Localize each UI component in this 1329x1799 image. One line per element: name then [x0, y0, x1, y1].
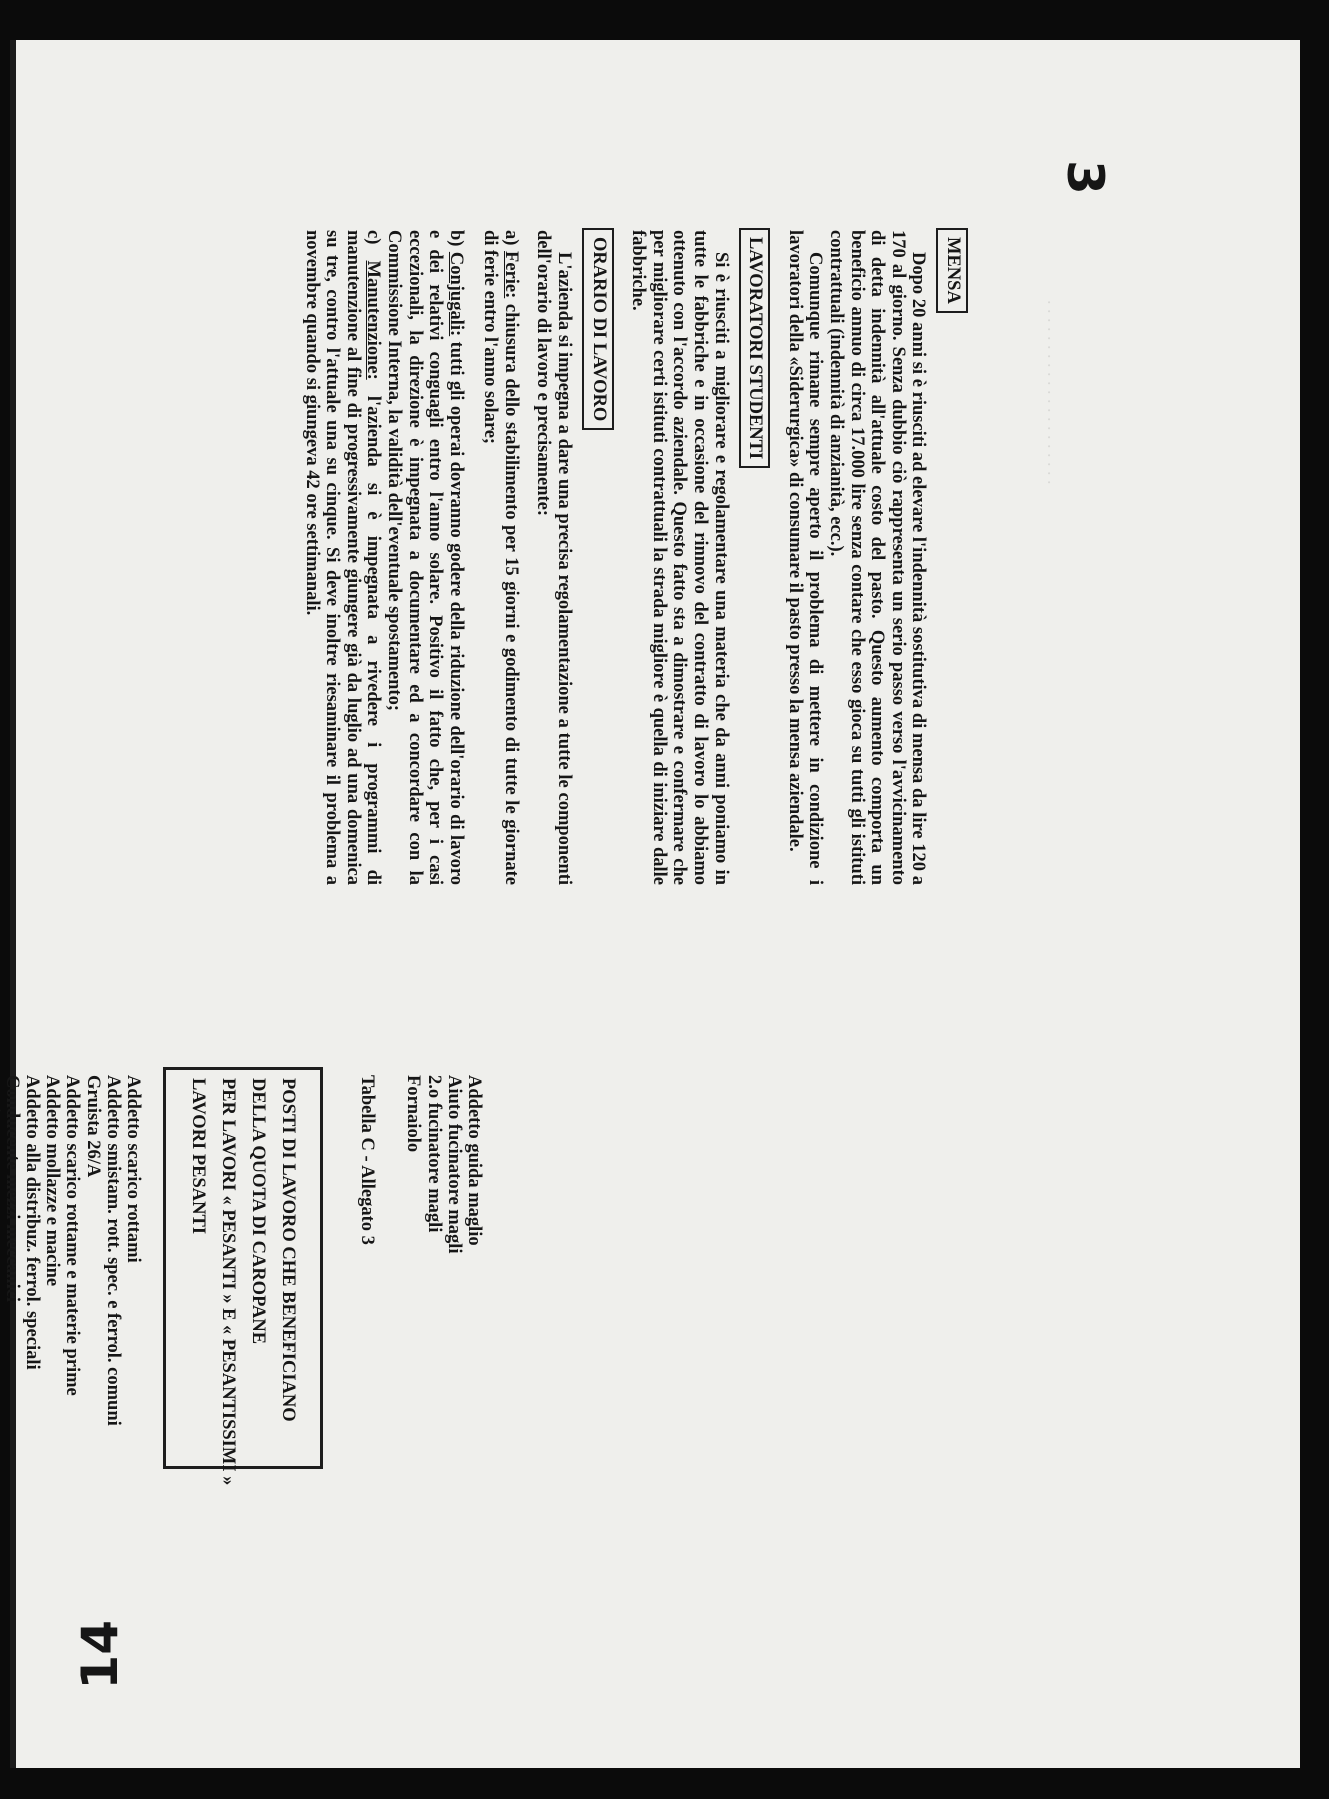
- category-box: [163, 1067, 323, 1486]
- jobs-list: [0, 1075, 143, 1635]
- list-item-manutenzione: [301, 230, 383, 885]
- studenti-paragraph: Si è riusciti a migliorare e regolamentare una materia che da anni poniamo in tutte le fabbriche e in occasione del rinnovo del contratto di lavoro lo abbiamo ottenuto con l'accordo aziendale. Questo fatto sta a dimostrare e confermare che per migliorare certi istituti contrattuali la strada migliore è quella di iniziare dalle fabbriche.: [628, 230, 731, 885]
- list-item: Addetto guida maglio: [464, 1075, 484, 1246]
- list-item-conjugali: [383, 230, 465, 885]
- top-job-list: [403, 1075, 484, 1635]
- box-line: LAVORI PESANTI: [187, 1078, 208, 1235]
- manutenzione-label: c): [363, 230, 384, 245]
- ferie-term: Ferie:: [500, 251, 521, 299]
- page-number-right: 3: [1056, 160, 1114, 195]
- list-item: Addetto scarico rottami: [122, 1075, 143, 1263]
- manutenzione-term: Manutenzione:: [363, 260, 384, 380]
- list-item: 2.o fucinatore magli: [423, 1075, 444, 1233]
- list-item: Addetto mollazze e macine: [42, 1075, 63, 1287]
- box-line: POSTI DI LAVORO CHE BENEFICIANO: [277, 1078, 298, 1422]
- mensa-paragraph-1: Dopo 20 anni si è riusciti ad elevare l'indennità sostitutiva di mensa da lire 120 a 170 al giorno. Senza dubbio ciò rappresenta un serio passo verso l'avvicinamento di detta indennità all'attuale costo del pasto. Questo aumento comporta un beneficio annuo di circa 17.000 lire senza contare che esso gioca su tutti gli istituti contrattuali (indennità di anzianità, ecc.).: [826, 230, 929, 885]
- list-item: [0, 1075, 2, 1635]
- left-page-column: [0, 1075, 484, 1635]
- ferie-text: chiusura dello stabilimento per 15 giorni e godimento di tutte le giornate di ferie entro l'anno solare;: [480, 230, 521, 886]
- heading-lavoratori-studenti: LAVORATORI STUDENTI: [739, 228, 771, 468]
- list-item: Addetto scarico rottame e materie prime: [62, 1075, 83, 1396]
- list-item: Gruista 26/A: [82, 1075, 103, 1178]
- page-number-left: 14: [71, 1620, 129, 1690]
- table-title: Tabella C - Allegato 3: [357, 1075, 378, 1245]
- conjugali-term: Conjugali:: [445, 251, 466, 337]
- list-item: Addetto alla distribuz. ferrol. speciali: [21, 1075, 42, 1370]
- list-item: Conducente mezzi meccanici: [1, 1075, 22, 1303]
- right-page-column: [301, 230, 974, 885]
- list-item: Aiuto fucinatore magli: [443, 1075, 464, 1254]
- heading-orario-di-lavoro: ORARIO DI LAVORO: [582, 228, 614, 430]
- ferie-label: a): [500, 230, 521, 246]
- box-line: PER LAVORI « PESANTI » E « PESANTISSIMI »: [217, 1078, 238, 1486]
- list-item: Addetto smistam. rott. spec. e ferrol. comuni: [102, 1075, 123, 1426]
- list-item: Fornaiolo: [403, 1075, 424, 1153]
- conjugali-label: b): [445, 230, 466, 247]
- heading-mensa: MENSA: [936, 228, 968, 313]
- mensa-paragraph-2: Comunque rimane sempre aperto il problema di mettere in condizione i lavoratori della «Siderurgica» di consumare il pasto presso la mensa aziendale.: [784, 230, 826, 885]
- conjugali-text: tutti gli operai dovranno godere della riduzione dell'orario di lavoro e dei relativi conguagli entro l'anno solare. Positivo il fatto che, per i casi eccezionali, la direzione è impegnata a documentare ed a concordare con la Commissione Interna, la validità dell'eventuale spostamento;: [383, 230, 466, 886]
- box-line: DELLA QUOTA DI CAROPANE: [247, 1078, 268, 1345]
- rotated-spread: [1, 40, 1184, 1768]
- orario-intro: L'azienda si impegna a dare una precisa regolamentazione a tutte le componenti dell'orario di lavoro e precisamente:: [533, 230, 575, 885]
- manutenzione-text: l'azienda si è impegnata a rivedere i programmi di manutenzione al fine di progressivamente giungere già da luglio ad una domenica su tre, contro l'attuale una su cinque. Si deve inoltre riesaminare il problema a novembre quando si giungeva 42 ore settimanali.: [301, 230, 384, 886]
- list-item-ferie: [480, 230, 521, 885]
- bleed-through: . . . . . . . . . . . . . . . . . . . . .: [1044, 300, 1064, 485]
